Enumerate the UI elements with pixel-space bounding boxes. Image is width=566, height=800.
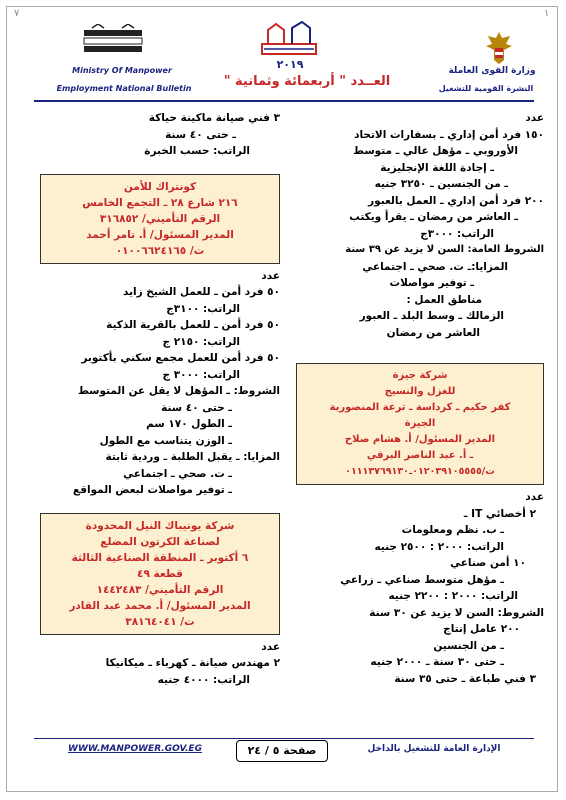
salary-line: الراتب: ٢١٥٠ ج [162,335,240,348]
company-name: شركة يونيباك النيل المحدودة [85,519,235,532]
company-manager: ـ أ. عبد الناصر البرقي [366,450,474,461]
count-heading: عدد [261,269,280,282]
job-line: ـ ب. نظم ومعلومات [401,524,504,536]
company-ad-box [40,174,280,264]
ministry-name-ar: وزارة القوى العاملة [448,66,536,76]
page-number: صفحة ٥ / ٢٤ [236,740,328,762]
job-line: ٣ فني صيانة ماكينة حياكة [148,112,280,124]
job-line: ٣ فني طباعة ـ حتى ٣٥ سنة [394,672,536,685]
company-ad-box [296,363,544,485]
issue-number: العــدد " أربعمائة وثمانية " [223,74,391,89]
job-line: ـ مؤهل متوسط صناعي ـ زراعي [340,573,504,586]
conditions-line: الشروط العامة: السن لا يزيد عن ٣٩ سنة [345,244,544,255]
count-heading: عدد [525,491,544,503]
salary-line: الراتب: ٣١٠٠ج [166,302,240,315]
benefits-line: المزايا: ـ يقبل الطلبة ـ وردية ثابتة [105,451,280,463]
conditions-line: ـ الطول ١٧٠ سم [146,418,232,430]
ministry-emblem-icon [82,24,144,58]
salary-line: الراتب: ٢٠٠٠ : ٢٢٠٠ جنيه [388,590,518,602]
conditions-line: ـ حتى ٤٠ سنة [161,401,232,414]
salary-line: الراتب: ٤٠٠٠ جنيه [157,673,250,686]
company-ad-box [40,513,280,635]
work-areas-heading: مناطق العمل : [406,293,482,306]
job-line: ٢ أخصائي IT ـ [463,507,536,520]
bulletin-logo-icon [258,18,320,58]
footer-divider [34,738,534,739]
count-heading: عدد [525,112,544,124]
salary-line: الراتب: ٢٠٠٠ : ٢٥٠٠ جنيه [374,540,504,553]
company-phone: ت/٠١٢٠٣٩١٠٥٥٥٥ـ٠١١١٣٧٦٩١٣٠ [345,466,495,477]
company-manager: المدير المسئول/ أ. تامر أحمد [86,228,234,241]
job-line: ـ حتى ٣٠ سنة ـ ٢٠٠٠ جنيه [370,656,504,668]
job-line: ٢ مهندس صيانة ـ كهرباء ـ ميكانيكا [105,657,280,669]
job-line: ٢٠٠ عامل إنتاج [443,623,520,635]
job-line: ـ العاشر من رمضان ـ يقرأ ويكتب [349,211,518,223]
company-name: للغزل والنسيج [384,386,456,397]
company-phone: ت/ ٠١٠٠٦٦٢٤١٦٥ [115,244,205,257]
ministry-name-en: Ministry Of Manpower [72,66,172,75]
header-divider [34,100,534,102]
company-address: الجيزة [404,418,436,429]
website-link[interactable]: WWW.MANPOWER.GOV.EG [68,744,202,754]
left-column [40,110,280,688]
job-line: ـ حتى ٤٠ سنة [165,128,236,141]
job-line: ٥٠ فرد أمن للعمل مجمع سكني بأكتوبر [81,352,280,364]
company-name: لصناعة الكرتون المضلع [100,535,220,548]
corner-mark-right: ١ [544,8,550,19]
company-address: قطعة ٤٩ [137,567,183,580]
benefits-line: ـ توفير مواصلات [389,277,474,289]
bulletin-name-ar: النشرة القومية للتشغيل [438,84,534,93]
company-address: ٦ أكتوبر ـ المنطقة الصناعية الثالثة [71,551,249,564]
work-areas-line: العاشر من رمضان [386,326,480,339]
benefits-line: ـ ت. صحي ـ اجتماعي [123,467,232,480]
company-manager: المدير المسئول/ أ. محمد عبد القادر [69,599,251,612]
salary-line: الراتب: حسب الخبرة [144,145,250,157]
job-line: ـ من الجنسين [433,639,504,652]
corner-mark-left: ٧ [14,8,20,19]
job-line: ـ من الجنسين ـ ٣٢٥٠ جنيه [374,178,508,190]
company-phone: ت/ ٣٨١٦٤٠٤١ [125,615,195,628]
company-address: ٢١٦ شارع ٢٨ ـ التجمع الخامس [82,196,238,209]
company-manager: المدير المسئول/ أ. هشام صلاح [344,434,496,445]
conditions-line: الشروط: ـ المؤهل لا يقل عن المتوسط [77,385,280,397]
company-name: كونتراك للأمن [123,180,197,193]
job-line: ـ إجادة اللغة الإنجليزية [380,161,494,174]
conditions-line: ـ الوزن يتناسب مع الطول [99,434,232,447]
department-name: الإدارة العامة للتشغيل بالداخل [367,744,501,754]
job-line: ٥٠ فرد أمن ـ للعمل بالقرية الذكية [106,319,280,331]
company-address: كفر حكيم ـ كرداسة ـ ترعة المنصورية [329,402,511,413]
company-insurance: الرقم التأميني/ ٣١٦٨٥٢ [99,212,221,225]
bulletin-name-en: Employment National Bulletin [56,84,192,93]
company-name: شركة جيزة [392,370,448,381]
count-heading: عدد [261,640,280,653]
eagle-emblem-icon [484,30,514,66]
right-column [296,110,544,687]
benefits-line: المزايا:ـ ت. صحي ـ اجتماعي [362,260,508,273]
benefits-line: ـ توفير مواصلات لبعض المواقع [72,484,232,496]
company-insurance: الرقم التأميني/ ١٤٤٢٤٨٣ [96,583,224,596]
job-line: ١٠ أمن صناعي [450,557,526,569]
job-line: ٥٠ فرد أمن ـ للعمل الشيخ زايد [123,286,280,298]
conditions-line: الشروط: السن لا يزيد عن ٣٠ سنة [369,606,544,619]
job-line: ٢٠٠ فرد أمن إداري ـ العمل بالعبور [368,194,544,207]
issue-year: ٢٠١٩ [276,58,304,71]
salary-line: الراتب: ٣٠٠٠ج [420,227,494,240]
job-line: ١٥٠ فرد أمن إداري ـ بسفارات الاتحاد [354,128,544,141]
salary-line: الراتب: ٣٠٠٠ ج [162,368,240,381]
bulletin-header [0,0,566,112]
work-areas-line: الزمالك ـ وسط البلد ـ العبور [359,310,504,322]
job-line: الأوروبي ـ مؤهل عالي ـ متوسط [353,145,518,157]
